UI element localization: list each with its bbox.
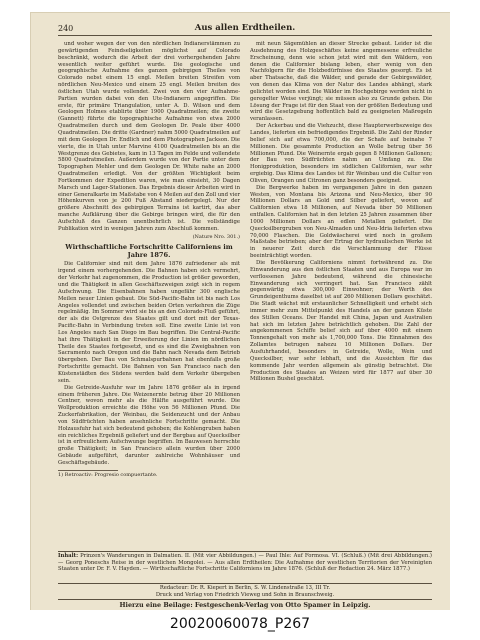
contents-rule bbox=[58, 551, 432, 552]
imprint-block bbox=[58, 582, 432, 609]
right-paragraph-3: Die Bergwerke haben im vergangenen Jahre in den ganzen Westen, von Montana bis Arizona und Neu-Mexico, über 90 Millionen Dollars an Gold und Silber geliefert, wovon auf Californien etwa 18 Millionen, auf Nevada über 50 Millionen entfallen. Californien hat in den letzten 25 Jahren zusammen über 1000 Millionen Dollars an edlen Metallen geliefert. Die Quecksilbergruben von Neu-Almaden und Neu-Idria lieferten etwa 70,000 Flaschen. Die Goldwäscherei wird noch in großem Maßstabe betrieben; aber der Ertrag der hydraulischen Werke ist in neuerer Zeit durch die Verschlammung der Flüsse beeinträchtigt worden. bbox=[250, 184, 432, 260]
page-number: 240 bbox=[58, 24, 74, 33]
image-caption: 20020060078_P267 bbox=[169, 616, 311, 632]
right-paragraph-2: Der Ackerbau und die Viehzucht, diese Haupterwerbszweige des Landes, lieferten ein befriedigendes Ergebniß. Die Zahl der Rinder belief sich auf etwa 700,000, die der Schafe auf beinahe 7 Millionen. Die gesammte Production an Wolle betrug über 56 Millionen Pfund. Die Weinernte ergab gegen 8 Millionen Gallonen; der Bau von Südfrüchten nahm an Umfang zu. Die Honigproduktion, besonders im südlichen Californien, war sehr ergiebig. Das Klima des Landes ist für Weinbau und die Cultur von Oliven, Orangen und Citronen ganz besonders geeignet. bbox=[250, 123, 432, 184]
imprint-rule bbox=[58, 583, 432, 584]
source-note: (Nature Nro. 301.) bbox=[192, 233, 240, 240]
editor-line: Redacteur: Dr. R. Kiepert in Berlin, S. W. Lindenstraße 13, III Tr. bbox=[159, 585, 331, 591]
imprint-rule-2 bbox=[58, 599, 432, 600]
left-paragraph-2: Die Californier sind mit dem Jahre 1876 zufriedener als mit irgend einem vorhergehenden. Die Bahnen haben sich vermehrt, der Verkehr hat zugenommen, die Production ist größer geworden, und die Thätigkeit in allen Geschäftszweigen zeigt sich in regem Aufschwung. Die Eisenbahnen haben ungefähr 300 englische Meilen neuer Linien gebaut. Die Süd-Pacific-Bahn ist bis nach Los Angeles vollendet und zwischen beiden Orten verkehren die Züge regelmäßig. Im Sommer wird sie bis an den Colorado-Fluß geführt, der als die Ostgrenze des Staates gilt und dort mit der Texas-Pacific-Bahn in Verbindung treten soll. Eine zweite Linie ist von Los Angeles nach San Diego im Bau begriffen. Die Central-Pacific hat ihre Thätigkeit in der Erweiterung der Linien im nördlichen Theile des Staates fortgesetzt, und es sind die Zweigbahnen von Sacramento nach Oregon und die Bahn nach Nevada dem Betrieb übergeben. Der Bau von Schmalspurbahnen hat ebenfalls große Fortschritte gemacht. Die Bahnen von San Francisco nach den Küstenstädten des Südens werden bald dem Verkehr übergeben sein. bbox=[58, 261, 240, 384]
scanned-page bbox=[30, 12, 450, 610]
right-column bbox=[250, 41, 432, 383]
left-paragraph-1: und woher wegen der von den nördlichen Indianerstämmen zu gewärtigenden Feindseligkeiten möglichst auf Colorado beschränkt, wodurch die Arbeit der drei vorhergehenden Jahre wesentlich weiter geführt wurde. Die geologische und geographische Aufnahme des ganzen gebirgigen Theiles von Colorado nebst einem 15 engl. Meilen breiten Streifen vom nördlichen Neu-Mexico und einem 25 engl. Meilen breiten des östlichen Utah wurde vollendet. Zwei von den vier Aufnahme-Partien wurden dabei von den Ute-Indianern angegriffen. Die erste, für primäre Triangulation, unter A. D. Wilson und dem Geologen Holmes etablirte über 1900 Quadratmeilen; die zweite (Gannett) führte die topographische Aufnahme von etwa 2000 Quadratmeilen durch und dem Geologen Dr. Peale über 4000 Quadratmeilen. Die dritte (Gardner) nahm 5000 Quadratmeilen auf mit dem Geologen Dr. Endlich und dem Photographen Jackson. Die vierte, die in Utah unter Marvine 4100 Quadratmeilen bis an die Westgrenze des Gebietes, kam in 13 Tagen im Felde und vollendete 5800 Quadratmeilen. Außerdem wurde von der Partie unter dem Topographen Mehler und dem Geologen Dr. White nahe an 2000 Quadratmeilen erledigt. Von der größten Wichtigkeit beim Fortkommen der Expedition waren, wie man einsieht, 30 Dagen Marsch und Lager-Stationen. Das Ergebnis dieser Arbeiten wird in einer Generalkarte im Maßstabe von 4 Meilen auf den Zoll und vier Höhenkurven von je 200 Fuß Abstand niedergelegt. Nur der größere Abschnitt des gebirgigen Terrains ist kartirt, das aber manche Aufklärung über die Gebirge bringen wird, die für den Aufschluß des Ganzen unentbehrlich ist. Die vollständige Publikation wird in wenigen Jahren zum Abschluß kommen. bbox=[58, 41, 241, 232]
article-heading: Wirthschaftliche Fortschritte Californiens im Jahre 1876. bbox=[65, 243, 233, 260]
running-title: Aus allen Erdtheilen. bbox=[194, 23, 296, 33]
contents-label: Inhalt: bbox=[58, 553, 79, 559]
left-paragraph-3: Die Getreide-Ausfuhr war im Jahre 1876 größer als in irgend einem früheren Jahre. Die Weizenernte betrug über 20 Millionen Centner, wovon mehr als die Hälfte ausgeführt wurde. Die Wollproduktion erreichte die Höhe von 56 Millionen Pfund. Die Zuckerfabrikation, der Weinbau, die Seidenzucht und der Anbau von Südfrüchten haben ansehnliche Fortschritte gemacht. Die Holzausfuhr hat sich bedeutend gehoben; die Kohlengruben haben ein reichliches Ergebniß geliefert und der Bergbau auf Quecksilber ist in erfreulichem Aufschwunge begriffen. Im Bauwesen herrschte große Thätigkeit; in San Francisco allein wurden über 2000 Gebäude aufgeführt, darunter zahlreiche Wohnhäuser und Geschäftsgebäude. bbox=[58, 384, 240, 466]
supplement-line: Hierzu eine Beilage: Festgeschenk-Verlag von Otto Spamer in Leipzig. bbox=[119, 601, 371, 609]
contents-block bbox=[58, 551, 432, 573]
right-paragraph-4: Die Bevölkerung Californiens nimmt fortwährend zu. Die Einwanderung aus den östlichen Staaten und aus Europa war im verflossenen Jahre bedeutend, während die chinesische Einwanderung sich verringert hat. San Francisco zählt gegenwärtig etwa 300,000 Einwohner; der Werth des Grundeigenthums daselbst ist auf 260 Millionen Dollars geschätzt. Die Stadt wächst mit erstaunlicher Schnelligkeit und erhebt sich immer mehr zum Mittelpunkt des Handels an der ganzen Küste des Stillen Oceans. Der Handel mit China, Japan und Australien hat sich im letzten Jahre beträchtlich gehoben. Die Zahl der angekommenen Schiffe belief sich auf über 4000 mit einem Tonnengehalt von mehr als 1,700,000 Tons. Die Einnahmen des Zollamtes betrugen nahezu 10 Millionen Dollars. Der Ausfuhrhandel, besonders in Getreide, Wolle, Wein und Quecksilber, war sehr lebhaft, und die Aussichten für das kommende Jahr werden allgemein als günstig betrachtet. Die Production des Staates an Weizen wird für 1877 auf über 30 Millionen Bushel geschätzt. bbox=[250, 260, 432, 383]
right-paragraph-1: mit neun Sägemühlen an dieser Strecke gebaut. Leider ist die Ausdehnung des Holzgeschäftes keine angemessene erfreuliche Erscheinung, denn wie schon jetzt wird mit den Wäldern, von denen die Californier bislang leben, eher wenig von den Nachfolgern für die Holzbedürfnisse des Staates gesorgt. Es ist aber Thatsache, daß die Wälder, und gerade der Gebirgswälder, von denen das Klima von der Natur des Landes abhängt, stark gelichtet worden sind. Die Wälder im Hochgebirge werden nicht in geregelter Weise verjüngt; sie müssen also zu Grunde gehen. Die Lösung der Frage ist für den Staat von der größten Bedeutung und wird die Gesetzgebung hoffentlich bald zu geeigneten Maßregeln veranlassen. bbox=[250, 41, 432, 123]
header-rule bbox=[58, 35, 432, 36]
printer-line: Druck und Verlag von Friedrich Vieweg und Sohn in Braunschweig. bbox=[155, 591, 335, 598]
footnote-rule bbox=[58, 470, 118, 471]
contents-text: Prinzen's Wanderungen in Dalmatien. II. (Mit vier Abbildungen.) — Paul Ihle: Auf Formosa. VI. (Schluß.) (Mit drei Abbildungen.) — Georg Poneschs Reise in der westlichen Mongolei. — Aus allen Erdtheilen: Die Aufnahme der westlichen Territorien der Vereinigten Staaten unter Dr. F. V. Hayden. — Wirthschaftliche Fortschritte Californiens im Jahre 1876. (Schluß der Redaction 24. März 1877.) bbox=[58, 553, 433, 572]
page-header bbox=[58, 22, 432, 36]
left-column bbox=[58, 41, 240, 479]
footnote: 1) Retroactiv: Progresio compuertante. bbox=[58, 471, 158, 478]
